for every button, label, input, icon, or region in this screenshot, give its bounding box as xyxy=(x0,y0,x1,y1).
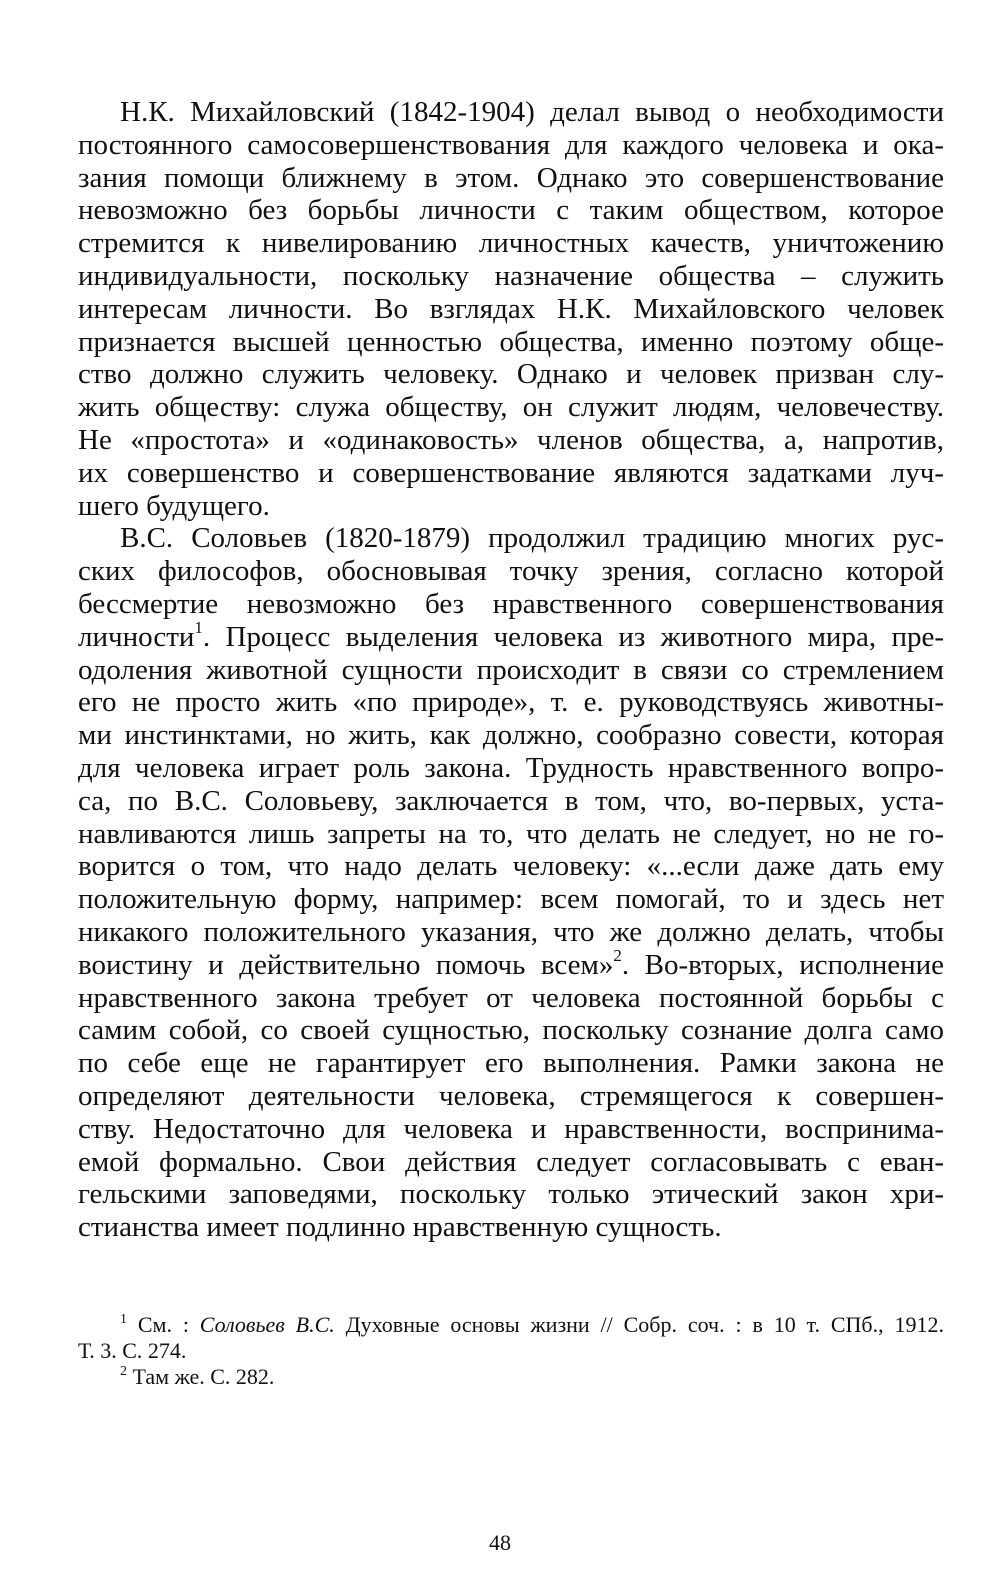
paragraph1-line: жить обществу: служа обществу, он служит людям, человечеству. xyxy=(78,391,944,424)
paragraph2-line: определяют деятельности человека, стремящегося к совершен- xyxy=(78,1079,944,1112)
paragraph2-line: никакого положительного указания, что же должно делать, чтобы xyxy=(78,915,944,948)
paragraph1-line: постоянного самосовершенствования для каждого человека и ока- xyxy=(78,128,944,161)
page-number: 48 xyxy=(489,1530,511,1555)
footnote-marker: 2 xyxy=(120,1363,127,1379)
footnote-1 xyxy=(78,1312,944,1338)
footnote-author: Соловьев В.С. xyxy=(199,1312,335,1337)
paragraph2-line: для человека играет роль закона. Трудность нравственного вопро- xyxy=(78,751,944,784)
text-fragment: личности xyxy=(78,620,195,653)
footnote-text: Духовные основы жизни // Собр. соч. : в 10 т. СПб., 1912. xyxy=(334,1312,944,1337)
paragraph2-line: са, по В.С. Соловьеву, заключается в том, что, во-первых, уста- xyxy=(78,784,944,817)
paragraph2-line: положительную форму, например: всем помогай, то и здесь нет xyxy=(78,883,944,916)
paragraph1-line: их совершенство и совершенствование являются задатками луч- xyxy=(78,456,944,489)
paragraph2-line: стианства имеет подлинно нравственную сущность. xyxy=(78,1211,722,1244)
paragraph1-line: невозможно без борьбы личности с таким обществом, которое xyxy=(78,194,944,227)
paragraph2-line: по себе еще не гарантирует его выполнения. Рамки закона не xyxy=(78,1047,944,1080)
footnote-text: Там же. С. 282. xyxy=(132,1364,275,1389)
main-text xyxy=(78,96,944,1244)
footnote-ref-2: 2 xyxy=(613,946,622,966)
footnote-prefix: См. : xyxy=(137,1312,200,1337)
paragraph1-line: зания помощи ближнему в этом. Однако это совершенствование xyxy=(78,161,944,194)
text-fragment: . Процесс выделения человека из животного мира, пре- xyxy=(202,620,944,653)
paragraph2-line: гельскими заповедями, поскольку только этический закон хри- xyxy=(78,1178,944,1211)
footnote-ref-1: 1 xyxy=(194,618,203,638)
paragraph2-line: ворится о том, что надо делать человеку: «...если даже дать ему xyxy=(78,850,944,883)
paragraph1-line: Н.К. Михайловский (1842-1904) делал вывод о необходимости xyxy=(120,96,944,128)
paragraph2-line: ских философов, обосновывая точку зрения, согласно которой xyxy=(78,555,944,588)
paragraph2-line-with-note xyxy=(78,946,944,982)
paragraph1-line: индивидуальности, поскольку назначение общества – служить xyxy=(78,259,944,292)
paragraph2-line: ству. Недостаточно для человека и нравственности, воспринима- xyxy=(78,1112,944,1145)
paragraph2-line: бессмертие невозможно без нравственного совершенствования xyxy=(78,587,944,620)
paragraph2-line: ми инстинктами, но жить, как должно, сообразно совести, которая xyxy=(78,719,944,752)
paragraph1-line: интересам личности. Во взглядах Н.К. Михайловского человек xyxy=(78,292,944,325)
paragraph1-line: ство должно служить человеку. Однако и человек призван слу- xyxy=(78,358,944,391)
paragraph2-line: одоления животной сущности происходит в связи со стремлением xyxy=(78,653,944,686)
paragraph2-line: емой формально. Свои действия следует согласовывать с еван- xyxy=(78,1145,944,1178)
paragraph2-line: навливаются лишь запреты на то, что делать не следует, но не го- xyxy=(78,817,944,850)
paragraph1-line: стремится к нивелированию личностных качеств, уничтожению xyxy=(78,227,944,260)
paragraph2-line: нравственного закона требует от человека постоянной борьбы с xyxy=(78,981,944,1014)
paragraph1-line: Не «простота» и «одинаковость» членов общества, а, напротив, xyxy=(78,423,944,456)
footnotes xyxy=(78,1312,944,1390)
paragraph1-line: признается высшей ценностью общества, именно поэтому обще- xyxy=(78,325,944,358)
paragraph2-line: самим собой, со своей сущностью, поскольку сознание долга само xyxy=(78,1014,944,1047)
footnote-marker: 1 xyxy=(120,1311,127,1327)
paragraph2-line: его не просто жить «по природе», т. е. руководствуясь животны- xyxy=(78,686,944,719)
text-fragment: воистину и действительно помочь всем» xyxy=(78,948,614,981)
paragraph2-line-with-note xyxy=(78,618,944,654)
paragraph2-line: В.С. Соловьев (1820-1879) продолжил традицию многих рус- xyxy=(120,522,944,555)
paragraph1-line: шего будущего. xyxy=(78,489,270,522)
footnote-2 xyxy=(78,1364,944,1390)
footnote-1-continuation: Т. 3. С. 274. xyxy=(78,1338,187,1363)
text-fragment: . Во-вторых, исполнение xyxy=(621,948,944,981)
